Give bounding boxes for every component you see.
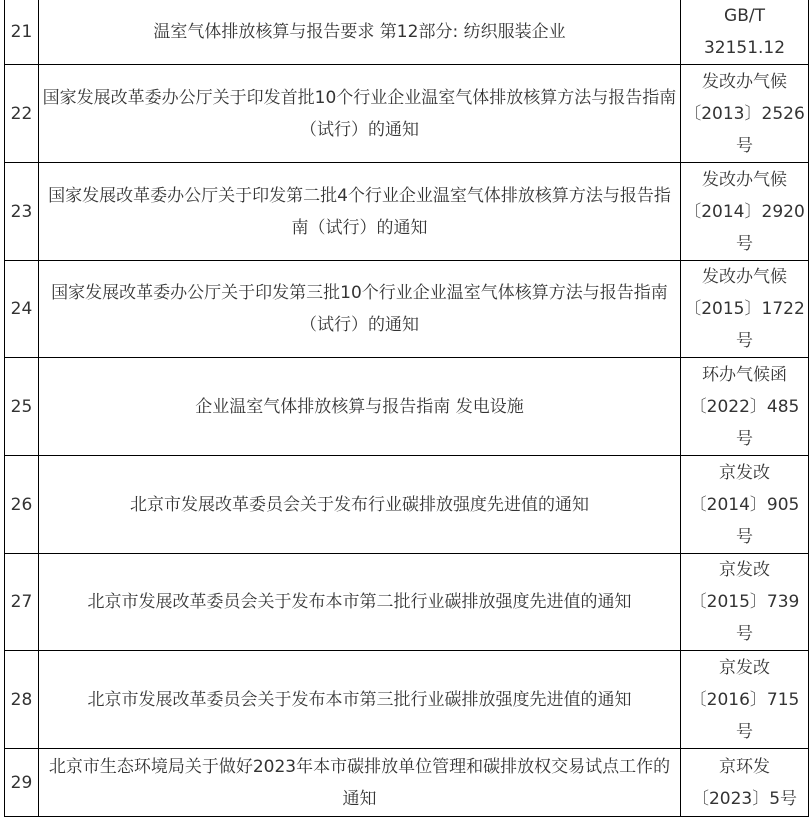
document-title: 北京市生态环境局关于做好2023年本市碳排放单位管理和碳排放权交易试点工作的通知 <box>39 749 681 817</box>
table-row <box>5 65 809 163</box>
document-code <box>681 163 809 261</box>
row-number: 26 <box>5 456 39 554</box>
table-row <box>5 261 809 358</box>
code-line: 发改办气候 <box>702 169 787 190</box>
code-line: 〔2023〕5号 <box>691 788 798 809</box>
code-line: 号 <box>736 331 753 351</box>
row-number: 27 <box>5 554 39 651</box>
table-row <box>5 358 809 456</box>
code-line: 京发改 <box>719 560 770 580</box>
row-number: 25 <box>5 358 39 456</box>
code-line: 发改办气候 <box>702 267 787 287</box>
document-title: 温室气体排放核算与报告要求 第12部分: 纺织服装企业 <box>39 0 681 65</box>
document-title: 国家发展改革委办公厅关于印发第三批10个行业企业温室气体核算方法与报告指南（试行）的通知 <box>39 261 681 358</box>
standards-table <box>4 0 809 817</box>
document-title: 北京市发展改革委员会关于发布本市第二批行业碳排放强度先进值的通知 <box>39 554 681 651</box>
document-title: 国家发展改革委办公厅关于印发第二批4个行业企业温室气体排放核算方法与报告指南（试行）的通知 <box>39 163 681 261</box>
row-number: 21 <box>5 0 39 65</box>
code-line: 〔2015〕1722 <box>684 299 805 319</box>
code-line: 〔2014〕2920 <box>684 201 805 222</box>
code-line: 32151.12 <box>703 38 786 58</box>
document-code <box>681 261 809 358</box>
table-row <box>5 554 809 651</box>
row-number: 23 <box>5 163 39 261</box>
document-code <box>681 456 809 554</box>
code-line: 〔2014〕905 <box>689 494 800 515</box>
row-number: 22 <box>5 65 39 163</box>
table-row <box>5 456 809 554</box>
document-code <box>681 651 809 749</box>
code-line: 〔2022〕485 <box>689 396 800 417</box>
code-line: 京发改 <box>719 657 770 678</box>
code-line: 〔2016〕715 <box>689 689 800 710</box>
code-line: 〔2015〕739 <box>689 592 800 612</box>
document-title: 企业温室气体排放核算与报告指南 发电设施 <box>39 358 681 456</box>
code-line: 环办气候函 <box>702 364 787 385</box>
table-row <box>5 163 809 261</box>
code-line: 〔2013〕2526 <box>684 103 805 124</box>
code-line: 号 <box>736 721 753 742</box>
code-line: 京发改 <box>719 462 770 483</box>
code-line: 号 <box>736 624 753 644</box>
table-row <box>5 651 809 749</box>
table-row <box>5 749 809 817</box>
code-line: GB/T <box>724 6 765 26</box>
document-title: 北京市发展改革委员会关于发布行业碳排放强度先进值的通知 <box>39 456 681 554</box>
code-line: 京环发 <box>719 756 770 777</box>
row-number: 28 <box>5 651 39 749</box>
document-title: 北京市发展改革委员会关于发布本市第三批行业碳排放强度先进值的通知 <box>39 651 681 749</box>
document-code <box>681 749 809 817</box>
code-line: 号 <box>736 526 753 547</box>
document-title: 国家发展改革委办公厅关于印发首批10个行业企业温室气体排放核算方法与报告指南（试行）的通知 <box>39 65 681 163</box>
document-code <box>681 0 809 65</box>
row-number: 24 <box>5 261 39 358</box>
table-row <box>5 0 809 65</box>
document-code <box>681 358 809 456</box>
row-number: 29 <box>5 749 39 817</box>
code-line: 号 <box>736 233 753 254</box>
document-code <box>681 65 809 163</box>
code-line: 号 <box>736 135 753 156</box>
code-line: 发改办气候 <box>702 71 787 92</box>
document-code <box>681 554 809 651</box>
code-line: 号 <box>736 428 753 449</box>
